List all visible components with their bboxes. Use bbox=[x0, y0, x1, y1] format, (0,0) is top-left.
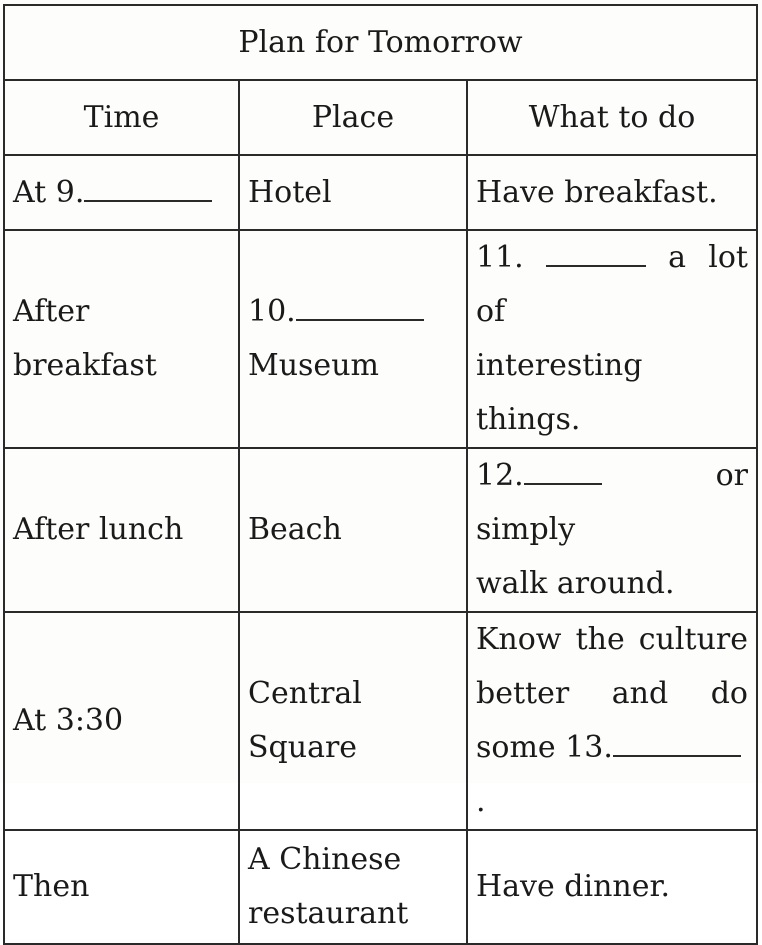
header-time: Time bbox=[4, 80, 239, 155]
cell-text: Have breakfast. bbox=[476, 174, 718, 210]
cell-text: a lot of bbox=[476, 240, 748, 329]
cell-time bbox=[4, 230, 239, 448]
blank-line bbox=[84, 170, 212, 202]
cell-todo bbox=[467, 230, 757, 448]
cell-text: 11. bbox=[476, 240, 524, 275]
cell-text: restaurant bbox=[248, 896, 409, 931]
table-row bbox=[4, 155, 757, 230]
cell-text: Museum bbox=[248, 348, 379, 383]
plan-table bbox=[3, 4, 758, 945]
cell-todo bbox=[467, 612, 757, 830]
cell-line bbox=[476, 231, 748, 339]
cell-text: At 3:30 bbox=[13, 703, 124, 738]
table-row bbox=[4, 230, 757, 448]
table-row bbox=[4, 830, 757, 944]
cell-text: better and do bbox=[476, 676, 748, 711]
cell-text: Have dinner. bbox=[476, 869, 671, 904]
table-header-row bbox=[4, 80, 757, 155]
cell-text: Beach bbox=[248, 512, 342, 547]
cell-text: 12. bbox=[476, 458, 524, 493]
cell-text: Then bbox=[13, 869, 90, 904]
cell-place bbox=[239, 612, 467, 830]
cell-place bbox=[239, 830, 467, 944]
table-row bbox=[4, 448, 757, 612]
blank-line bbox=[296, 289, 424, 321]
cell-text: 10. bbox=[248, 294, 296, 329]
cell-todo bbox=[467, 830, 757, 944]
cell-text: walk around. bbox=[476, 566, 675, 601]
blank-line bbox=[546, 235, 646, 267]
cell-text: After bbox=[13, 294, 90, 329]
header-what-to-do: What to do bbox=[467, 80, 757, 155]
cell-place bbox=[239, 230, 467, 448]
cell-text: Square bbox=[248, 730, 358, 765]
cell-text: or simply bbox=[476, 458, 748, 547]
table-title-row bbox=[4, 5, 757, 80]
cell-text: At 9. bbox=[13, 174, 85, 210]
cell-line bbox=[248, 285, 458, 339]
cell-text: some 13. bbox=[476, 730, 613, 765]
header-place: Place bbox=[239, 80, 467, 155]
cell-text: Know the culture bbox=[476, 622, 748, 657]
blank-line bbox=[613, 725, 741, 757]
table-title: Plan for Tomorrow bbox=[4, 5, 757, 80]
cell-time bbox=[4, 155, 239, 230]
cell-text: Hotel bbox=[248, 174, 332, 210]
cell-text: Central bbox=[248, 676, 362, 711]
cell-place bbox=[239, 155, 467, 230]
cell-time bbox=[4, 830, 239, 944]
cell-line bbox=[476, 449, 748, 557]
cell-line bbox=[476, 721, 748, 829]
cell-time bbox=[4, 448, 239, 612]
cell-place bbox=[239, 448, 467, 612]
cell-time bbox=[4, 612, 239, 830]
blank-line bbox=[524, 453, 602, 485]
cell-todo bbox=[467, 155, 757, 230]
cell-text: . bbox=[476, 784, 486, 819]
cell-text: interesting things. bbox=[476, 348, 643, 437]
cell-text: After lunch bbox=[13, 512, 184, 547]
table-row bbox=[4, 612, 757, 830]
cell-todo bbox=[467, 448, 757, 612]
cell-text: breakfast bbox=[13, 348, 157, 383]
cell-text: A Chinese bbox=[248, 842, 402, 877]
